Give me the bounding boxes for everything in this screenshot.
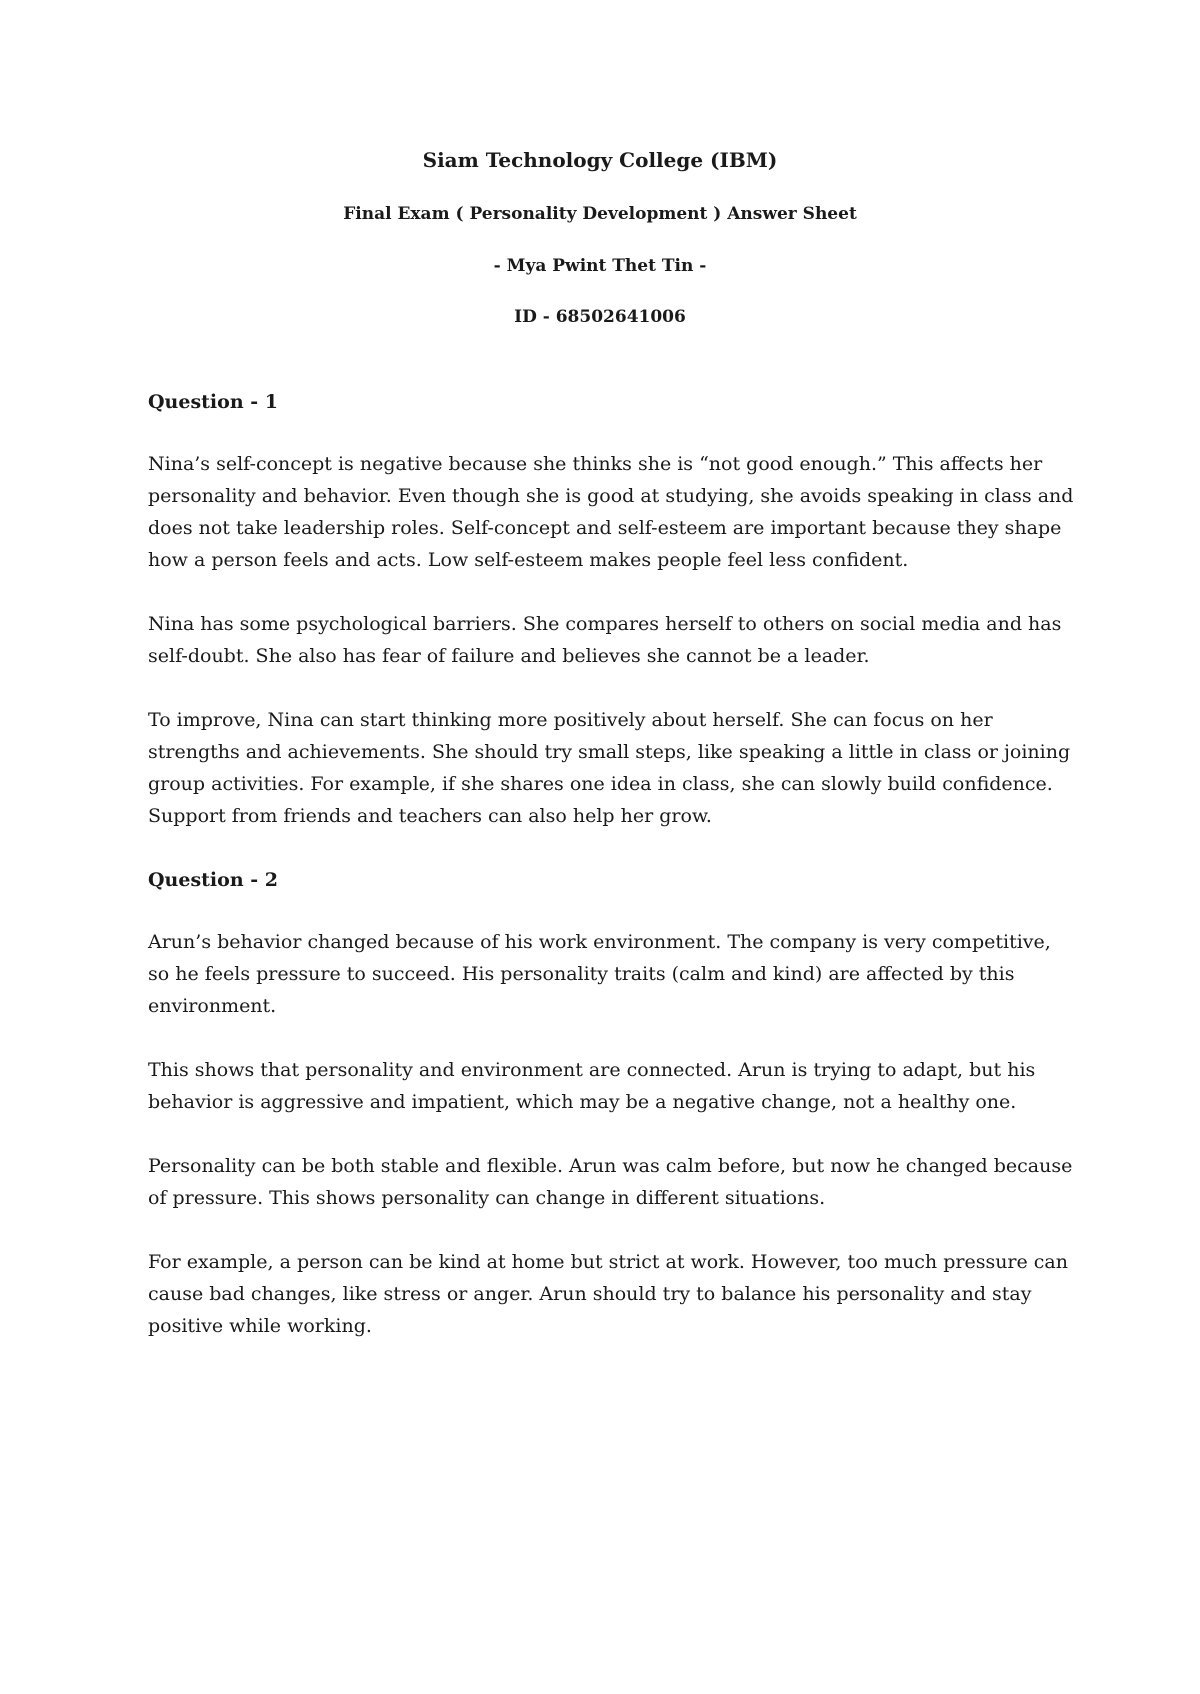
student-name: - Mya Pwint Thet Tin - xyxy=(493,256,707,276)
question-1-paragraph-3: To improve, Nina can start thinking more positively about herself. She can focus on her strengths and achievements. She should try small steps, like speaking a little in class or joining group activities. For example, if she shares one idea in class, she can slowly build confidence. Support from friends and teachers can also help her grow. xyxy=(148,709,1071,827)
student-id: ID - 68502641006 xyxy=(514,307,686,327)
question-1-heading: Question - 1 xyxy=(148,391,278,413)
question-2-heading: Question - 2 xyxy=(148,869,278,891)
question-2-paragraph-2: This shows that personality and environment are connected. Arun is trying to adapt, but his behavior is aggressive and impatient, which may be a negative change, not a healthy one. xyxy=(148,1059,1036,1113)
exam-title: Final Exam ( Personality Development ) Answer Sheet xyxy=(343,204,857,224)
question-2-paragraph-1: Arun’s behavior changed because of his work environment. The company is very competitive, so he feels pressure to succeed. His personality traits (calm and kind) are affected by this environment. xyxy=(148,931,1051,1017)
question-2-paragraph-3: Personality can be both stable and flexible. Arun was calm before, but now he changed because of pressure. This shows personality can change in different situations. xyxy=(148,1155,1073,1209)
question-1-paragraph-2: Nina has some psychological barriers. She compares herself to others on social media and has self-doubt. She also has fear of failure and believes she cannot be a leader. xyxy=(148,613,1062,667)
answer-content xyxy=(148,386,1078,1374)
college-name: Siam Technology College (IBM) xyxy=(422,148,778,172)
question-1-section xyxy=(148,386,1078,832)
question-2-section xyxy=(148,864,1078,1342)
question-2-paragraph-4: For example, a person can be kind at home but strict at work. However, too much pressure can cause bad changes, like stress or anger. Arun should try to balance his personality and stay positive while working. xyxy=(148,1251,1068,1337)
question-1-paragraph-1: Nina’s self-concept is negative because she thinks she is “not good enough.” This affects her personality and behavior. Even though she is good at studying, she avoids speaking in class and does not take leadership roles. Self-concept and self-esteem are important because they shape how a person feels and acts. Low self-esteem makes people feel less confident. xyxy=(148,453,1074,571)
